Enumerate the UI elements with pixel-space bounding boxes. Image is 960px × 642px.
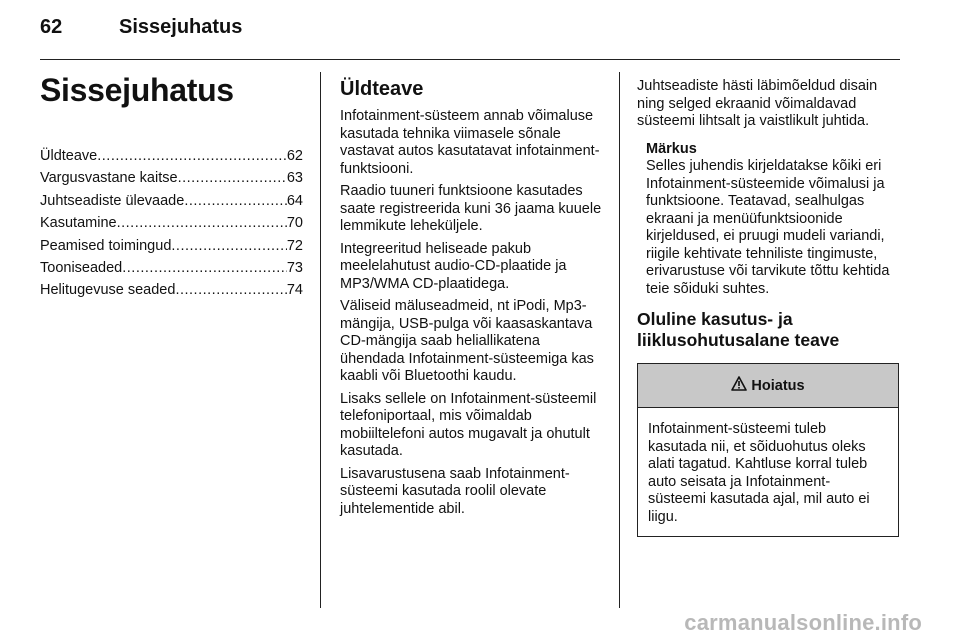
toc-entry[interactable] <box>40 191 303 211</box>
paragraph: Lisavarustusena saab Infotainment-süsteemi kasutada roolil olevate juhtelementide abil. <box>340 465 570 517</box>
header-rule <box>40 59 900 60</box>
column-divider <box>619 72 620 608</box>
paragraph: Raadio tuuneri funktsioone kasutades saate registreerida kuni 36 jaama kuuele lemmikute leheküljele. <box>340 183 602 234</box>
toc-entry-title: Juhtseadiste ülevaade <box>40 192 185 209</box>
toc-entry-title: Helitugevuse seaded <box>40 282 176 299</box>
chapter-title: Sissejuhatus <box>40 72 234 108</box>
section-title: Üldteave <box>340 78 424 100</box>
toc-entry-page: 63 <box>286 170 303 187</box>
warning-text: Infotainment-süsteemi tuleb kasutada nii, et sõiduohutus oleks alati tagatud. Kahtluse korral tuleb auto seisata ja Infotainment-süsteemi kasutada ajal, mil auto ei liigu. <box>648 421 870 525</box>
table-of-contents <box>40 146 303 300</box>
intro-paragraph: Juhtseadiste hästi läbimõeldud disain ning selged ekraanid võimaldavad süsteemi lihtsalt ja vaistlikult juhtida. <box>637 78 878 129</box>
toc-entry[interactable] <box>40 168 303 188</box>
note-text: Selles juhendis kirjeldatakse kõiki eri Infotainment-süsteemide võimalusi ja funktsioone. Teatavad, sealhulgas ekraani ja menüüfunktsioonide kirjeldused, ei pruugi mudeli variandi, riigile kehtivate tehniliste tingimuste, erivarustuse või tarvikute tõttu kehtida teie sõiduki suhtes. <box>646 158 890 297</box>
toc-entry-page: 74 <box>286 282 303 299</box>
running-title: Sissejuhatus <box>119 16 243 38</box>
toc-entry-title: Tooniseaded <box>40 259 123 276</box>
toc-leader <box>171 236 286 256</box>
toc-entry-title: Peamised toimingud <box>40 237 172 254</box>
toc-entry[interactable] <box>40 280 303 300</box>
toc-entry[interactable] <box>40 258 303 278</box>
toc-entry-title: Vargusvastane kaitse <box>40 170 178 187</box>
warning-header <box>638 364 898 408</box>
toc-leader <box>175 280 286 300</box>
note-block <box>637 141 901 299</box>
paragraph: Infotainment-süsteem annab võimaluse kasutada tehnika viimasele sõnale vastavat autos kasutatavat infotainment-funktsiooni. <box>340 108 600 177</box>
paragraph: Lisaks sellele on Infotainment-süsteemil telefoniportaal, mis võimaldab mobiiltelefoni autos mugavalt ja ohutult kasutada. <box>340 390 597 459</box>
paragraph: Integreeritud heliseade pakub meelelahutust audio-CD-plaatide ja MP3/WMA CD-plaatidega. <box>340 240 567 292</box>
toc-leader <box>178 168 287 188</box>
toc-entry-page: 70 <box>286 215 303 232</box>
warning-box <box>637 363 899 537</box>
toc-column <box>40 72 303 303</box>
subsection-title: Oluline kasutus- ja liiklusohutusalane teave <box>637 309 840 350</box>
toc-entry[interactable] <box>40 236 303 256</box>
warning-triangle-icon <box>731 376 747 395</box>
toc-entry-page: 72 <box>286 237 303 254</box>
toc-leader <box>117 213 287 233</box>
column-divider <box>320 72 321 608</box>
watermark: carmanualsonline.info <box>684 610 922 635</box>
toc-entry[interactable] <box>40 146 303 166</box>
general-info-column <box>340 78 605 523</box>
toc-entry-page: 73 <box>286 259 303 276</box>
toc-entry-page: 64 <box>286 192 303 209</box>
paragraph: Väliseid mäluseadmeid, nt iPodi, Mp3-mängija, USB-pulga või kaasaskantava CD-mängija saab heliallikatena ühendada Infotainment-süsteemiga kas kaabli või Bluetoothi kaudu. <box>340 298 594 384</box>
toc-leader <box>122 258 287 278</box>
toc-entry-page: 62 <box>286 148 303 164</box>
safety-column <box>637 78 901 537</box>
note-title: Märkus <box>646 140 697 157</box>
toc-entry-title: Üldteave <box>40 148 98 164</box>
toc-entry-title: Kasutamine <box>40 215 117 232</box>
warning-title: Hoiatus <box>751 377 805 394</box>
toc-entry[interactable] <box>40 213 303 233</box>
page-number: 62 <box>40 16 63 38</box>
toc-leader <box>97 146 287 166</box>
toc-leader <box>184 191 287 211</box>
